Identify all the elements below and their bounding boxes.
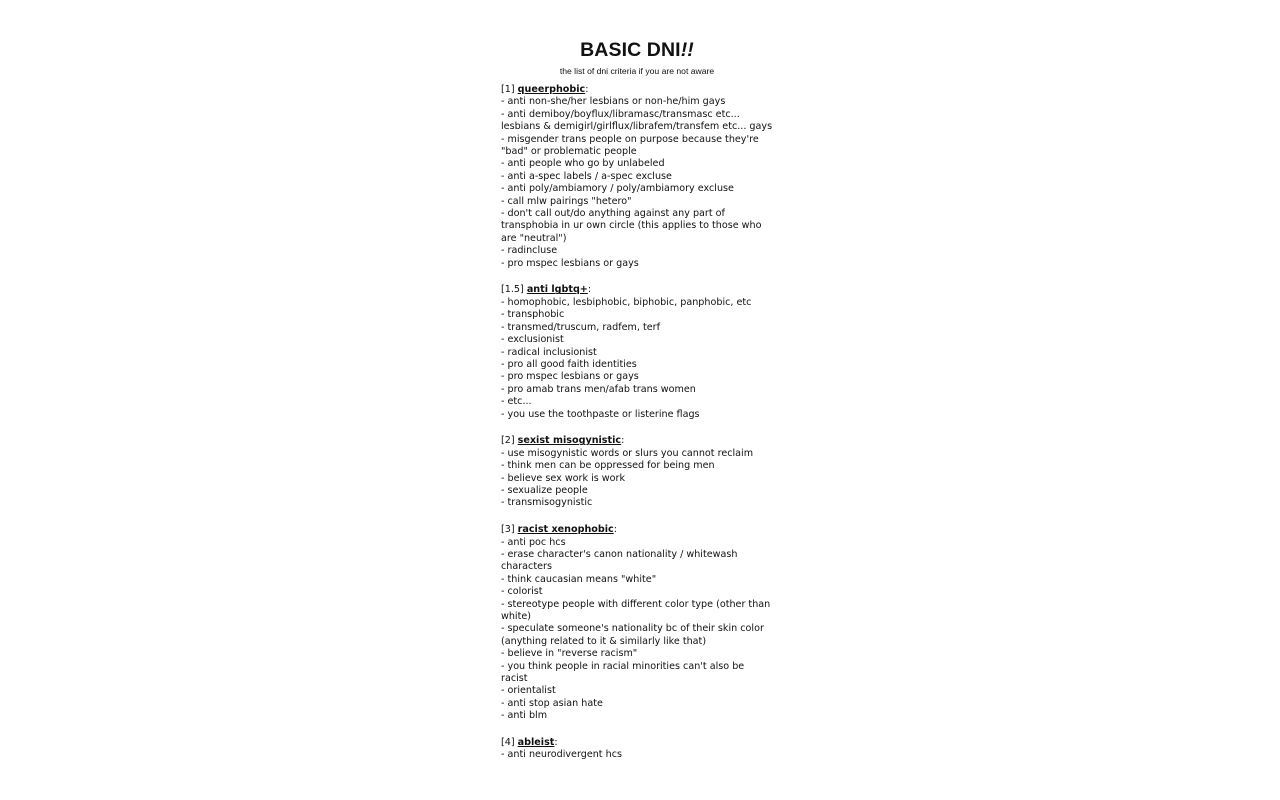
list-item: - use misogynistic words or slurs you cannot reclaim [501, 447, 754, 459]
section-header [501, 737, 773, 749]
list-item: - believe sex work is work [501, 472, 626, 484]
list-item: - anti neurodivergent hcs [501, 749, 622, 761]
section-colon: : [621, 435, 625, 447]
list-item: - colorist [501, 586, 543, 598]
list-item: - orientalist [501, 685, 556, 697]
list-item: - anti stop asian hate [501, 697, 603, 709]
list-item: - radincluse [501, 245, 558, 257]
section-title: sexist misogynistic [517, 435, 622, 447]
list-item: - pro amab trans men/afab trans women [501, 383, 696, 395]
list-item: - homophobic, lesbiphobic, biphobic, panphobic, etc [501, 296, 752, 308]
section-colon: : [587, 284, 592, 296]
section-header [501, 435, 773, 447]
list-item: - you use the toothpaste or listerine flags [501, 408, 700, 420]
section-title: anti lgbtq+ [526, 284, 588, 296]
criteria-list [501, 448, 773, 510]
section-colon: : [613, 524, 617, 536]
section-title: queerphobic [517, 84, 586, 95]
list-item: - transmed/truscum, radfem, terf [501, 321, 660, 333]
section-number: [1] [501, 84, 515, 95]
list-item: - call mlw pairings "hetero" [501, 195, 632, 207]
page-subtitle: the list of dni criteria if you are not aware [559, 66, 715, 76]
list-item: - erase character's canon nationality / whitewash characters [501, 548, 738, 573]
list-item: - transmisogynistic [501, 497, 593, 509]
list-item: - pro mspec lesbians or gays [501, 371, 639, 383]
list-item: - radical inclusionist [501, 346, 597, 358]
list-item: - think men can be oppressed for being men [501, 460, 715, 472]
list-item: - anti blm [501, 710, 548, 722]
list-item: - pro all good faith identities [501, 358, 637, 370]
section-number: [4] [501, 737, 515, 749]
list-item: - speculate someone's nationality bc of their skin color (anything related to it & similarly like that) [501, 623, 764, 647]
list-item: - transphobic [501, 309, 565, 321]
list-item: - anti poc hcs [501, 536, 566, 548]
section-colon: : [585, 84, 589, 95]
list-item: - you think people in racial minorities can't also be racist [501, 660, 745, 685]
criteria-list [501, 537, 773, 723]
page-title-emphasis: !! [680, 39, 694, 61]
section-header [501, 84, 773, 96]
list-item: - sexualize people [501, 484, 588, 496]
section-header [501, 284, 773, 296]
dni-document [501, 38, 773, 776]
list-item: - stereotype people with different color type (other than white) [501, 598, 771, 623]
list-item: - pro mspec lesbians or gays [501, 257, 639, 269]
list-item: - believe in "reverse racism" [501, 648, 638, 660]
section-title: ableist [517, 737, 555, 749]
page-title [501, 38, 773, 62]
page-title-main: BASIC DNI [580, 39, 681, 61]
list-item: - misgender trans people on purpose because they're "bad" or problematic people [501, 133, 759, 158]
list-item: - anti people who go by unlabeled [501, 158, 665, 170]
criteria-list [501, 749, 773, 761]
section-number: [1.5] [501, 284, 524, 296]
section-number: [3] [501, 524, 515, 536]
section-title: racist xenophobic [517, 524, 614, 536]
list-item: - anti non-she/her lesbians or non-he/him gays [501, 96, 726, 108]
dni-section [501, 435, 773, 509]
sections-container [501, 84, 773, 762]
dni-section [501, 284, 773, 420]
list-item: - don't call out/do anything against any part of transphobia in ur own circle (this applies to those who are "neutral") [501, 208, 762, 244]
list-item: - exclusionist [501, 334, 564, 346]
dni-section [501, 524, 773, 723]
section-colon: : [554, 737, 558, 749]
dni-section [501, 737, 773, 762]
list-item: - etc... [501, 396, 532, 408]
criteria-list [501, 96, 773, 270]
list-item: - think caucasian means "white" [501, 573, 657, 585]
list-item: - anti poly/ambiamory / poly/ambiamory excluse [501, 183, 734, 195]
dni-section [501, 84, 773, 270]
list-item: - anti demiboy/boyflux/libramasc/transmasc etc... lesbians & demigirl/girlflux/librafem/transfem etc... gays [501, 108, 773, 133]
section-number: [2] [501, 435, 515, 447]
section-header [501, 524, 773, 536]
list-item: - anti a-spec labels / a-spec excluse [501, 170, 672, 182]
criteria-list [501, 297, 773, 421]
